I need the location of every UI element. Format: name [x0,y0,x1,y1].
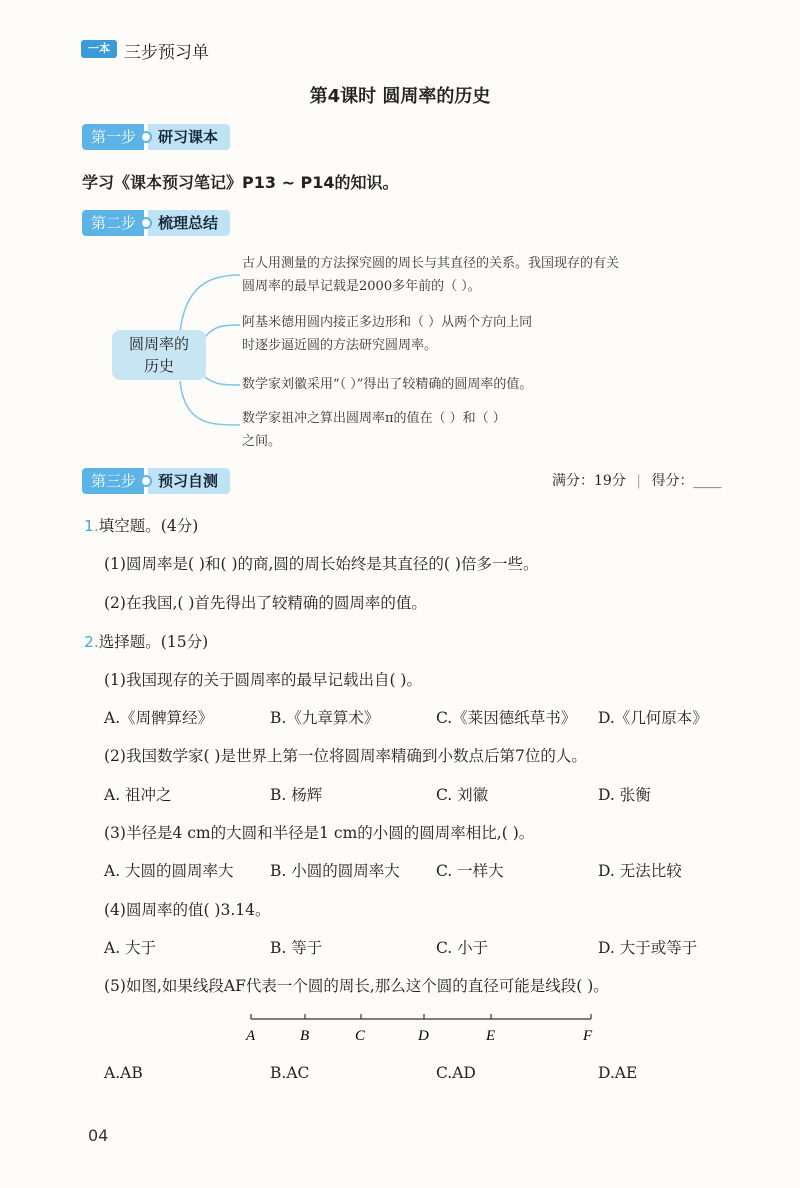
step-dot-icon [140,475,152,487]
segment-diagram [240,1010,610,1050]
point-b-label: B [300,1028,310,1044]
point-a-label: A [246,1028,256,1044]
point-f-label: F [583,1028,593,1044]
q2-1-option-d[interactable]: D.《几何原本》 [598,709,708,727]
question-2-5: (5)如图,如果线段AF代表一个圆的周长,那么这个圆的直径可能是线段( )。 [104,977,609,995]
branch4-line1: 数学家祖冲之算出圆周率π的值在（ ）和（ ） [242,411,506,426]
q2-5-option-a[interactable]: A.AB [104,1064,143,1082]
score-divider: | [636,473,641,489]
q2-1-option-c[interactable]: C.《莱因德纸草书》 [436,709,577,727]
q2-3-option-c[interactable]: C. 一样大 [436,862,504,880]
step2-label: 第二步 [82,210,144,236]
q2-3-option-d[interactable]: D. 无法比较 [598,862,682,880]
q2-5-option-b[interactable]: B.AC [270,1064,310,1082]
page-number: 04 [88,1126,109,1145]
question-2-title: 选择题。(15分) [98,633,209,651]
step3-tag [82,468,230,494]
question-1-1: (1)圆周率是( )和( )的商,圆的周长始终是其直径的( )倍多一些。 [104,555,539,573]
header-title: 三步预习单 [124,43,209,63]
question-2-2: (2)我国数学家( )是世界上第一位将圆周率精确到小数点后第7位的人。 [104,747,587,765]
step-dot-icon [140,131,152,143]
q2-4-option-b[interactable]: B. 等于 [270,939,323,957]
step1-label: 第一步 [82,124,144,150]
q2-3-option-b[interactable]: B. 小圆的圆周率大 [270,862,400,880]
brand-logo: 一本 [81,40,117,58]
step2-tag [82,210,230,236]
question-2-3: (3)半径是4 cm的大圆和半径是1 cm的小圆的圆周率相比,( )。 [104,824,535,842]
q2-3-option-a[interactable]: A. 大圆的圆周率大 [104,862,234,880]
q2-4-option-a[interactable]: A. 大于 [104,939,157,957]
lesson-title: 第4课时 圆周率的历史 [309,86,491,107]
question-1-title: 填空题。(4分) [98,517,199,535]
score-line [552,470,721,490]
q2-2-option-a[interactable]: A. 祖冲之 [104,786,172,804]
question-1-heading [84,514,198,536]
q2-1-option-a[interactable]: A.《周髀算经》 [104,709,214,727]
step3-label: 第三步 [82,468,144,494]
got-score: 得分：____ [651,473,722,489]
question-1-2: (2)在我国,( )首先得出了较精确的圆周率的值。 [104,594,427,612]
branch1-line2: 圆周率的最早记载是2000多年前的（ ）。 [242,279,481,294]
mindmap-branch-1 [242,252,619,298]
mindmap-branch-3: 数学家刘徽采用“（ ）”得出了较精确的圆周率的值。 [242,377,533,392]
question-2-1: (1)我国现存的关于圆周率的最早记载出自( )。 [104,671,422,689]
mindmap-center-line2: 历史 [143,357,174,375]
point-c-label: C [355,1028,366,1044]
q2-5-option-c[interactable]: C.AD [436,1064,476,1082]
q2-4-option-d[interactable]: D. 大于或等于 [598,939,698,957]
study-instruction: 学习《课本预习笔记》P13 ~ P14的知识。 [82,173,399,192]
step-dot-icon [140,217,152,229]
question-2-heading [84,630,208,652]
q2-2-option-d[interactable]: D. 张衡 [598,786,651,804]
question-2-4: (4)圆周率的值( )3.14。 [104,901,271,919]
step3-title: 预习自测 [148,468,230,494]
mindmap-center [112,330,206,380]
q2-2-option-b[interactable]: B. 杨辉 [270,786,323,804]
mindmap-branch-2 [242,311,532,357]
q2-5-option-d[interactable]: D.AE [598,1064,638,1082]
q2-2-option-c[interactable]: C. 刘徽 [436,786,489,804]
q2-4-option-c[interactable]: C. 小于 [436,939,489,957]
branch4-line2: 之间。 [242,434,282,449]
branch2-line1: 阿基米德用圆内接正多边形和（ ）从两个方向上同 [242,315,533,330]
mindmap-branch-4 [242,407,506,453]
step2-title: 梳理总结 [148,210,230,236]
step1-tag [82,124,230,150]
mindmap-center-line1: 圆周率的 [128,335,189,353]
question-2-number: 2. [84,633,99,651]
full-score: 满分：19分 [552,473,626,489]
point-d-label: D [418,1028,429,1044]
point-e-label: E [486,1028,496,1044]
q2-1-option-b[interactable]: B.《九章算术》 [270,709,380,727]
branch2-line2: 时逐步逼近圆的方法研究圆周率。 [242,338,438,353]
branch1-line1: 古人用测量的方法探究圆的周长与其直径的关系。我国现存的有关 [242,256,620,271]
question-1-number: 1. [84,517,99,535]
step1-title: 研习课本 [148,124,230,150]
